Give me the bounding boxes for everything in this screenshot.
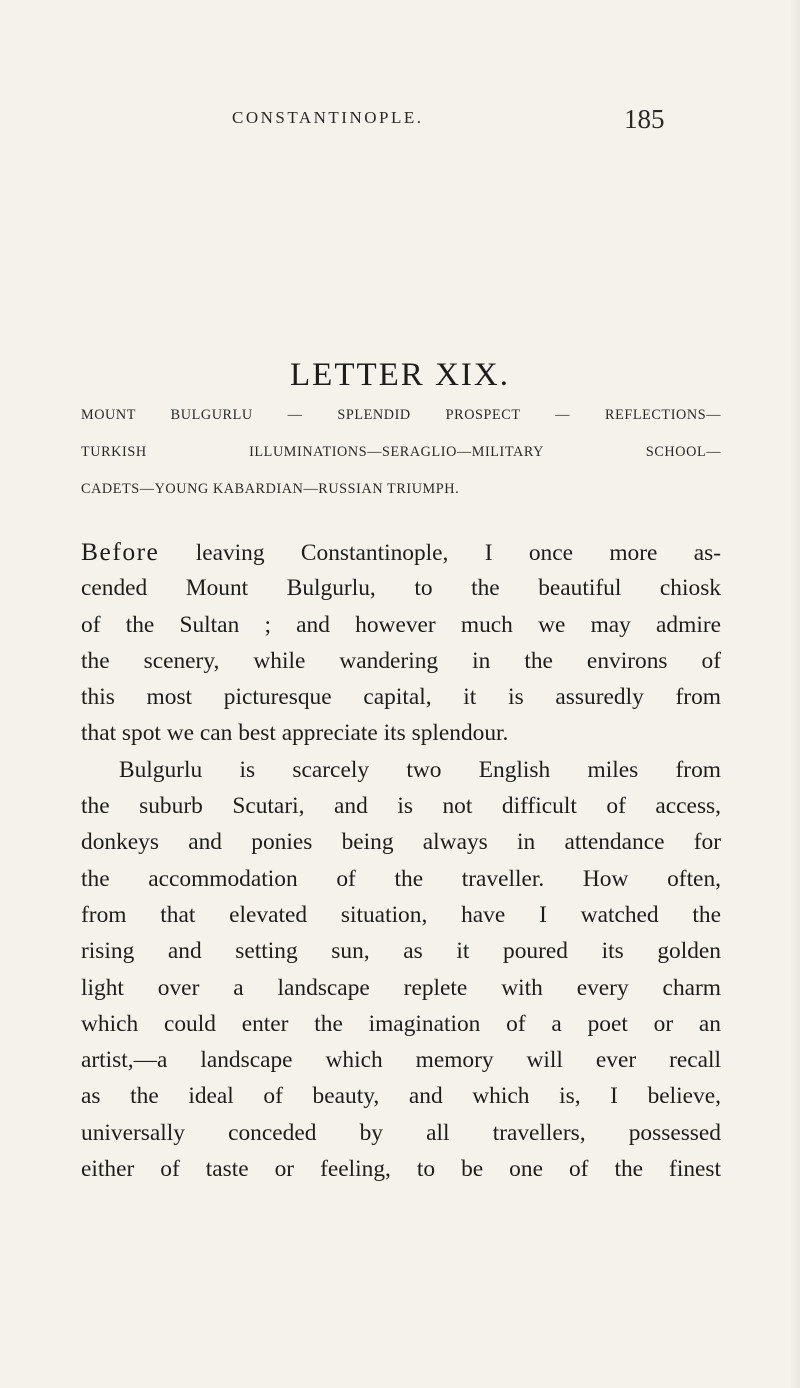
text-line: rising and setting sun, as it poured its golden (81, 938, 721, 965)
text-line-rest: leaving Constantinople, I once more as- (159, 540, 721, 566)
text-line: universally conceded by all travellers, possessed (81, 1119, 721, 1146)
running-head: CONSTANTINOPLE. (232, 108, 424, 127)
chapter-synopsis (81, 397, 721, 508)
text-line: cended Mount Bulgurlu, to the beautiful chiosk (81, 575, 721, 602)
synopsis-line: CADETS—YOUNG KABARDIAN—RUSSIAN TRIUMPH. (81, 481, 460, 497)
text-line: of the Sultan ; and however much we may admire (81, 611, 721, 638)
text-line: donkeys and ponies being always in attendance for (81, 829, 721, 856)
text-line: Bulgurlu is scarcely two English miles from (119, 756, 721, 783)
text-line: the accommodation of the traveller. How often, (81, 865, 721, 892)
text-line: this most picturesque capital, it is assuredly from (81, 684, 721, 711)
text-line: that spot we can best appreciate its splendour. (81, 720, 509, 747)
text-line: the suburb Scutari, and is not difficult of access, (81, 793, 721, 820)
body-text (81, 534, 721, 1187)
text-line: either of taste or feeling, to be one of the finest (81, 1156, 721, 1183)
opening-word: Before (81, 537, 160, 566)
letter-title: LETTER XIX. (290, 357, 510, 393)
text-line: artist,—a landscape which memory will ever recall (81, 1047, 721, 1074)
text-line: as the ideal of beauty, and which is, I believe, (81, 1083, 721, 1110)
text-line: which could enter the imagination of a poet or an (81, 1010, 721, 1037)
text-line: from that elevated situation, have I watched the (81, 901, 721, 928)
page-edge-shadow (790, 0, 800, 1388)
text-line: light over a landscape replete with every charm (81, 974, 721, 1001)
text-line: the scenery, while wandering in the environs of (81, 647, 721, 674)
text-line (81, 534, 721, 570)
synopsis-line: MOUNT BULGURLU — SPLENDID PROSPECT — REFLECTIONS— (81, 407, 721, 423)
synopsis-line: TURKISH ILLUMINATIONS—SERAGLIO—MILITARY SCHOOL— (81, 444, 721, 460)
page-number: 185 (624, 104, 665, 134)
